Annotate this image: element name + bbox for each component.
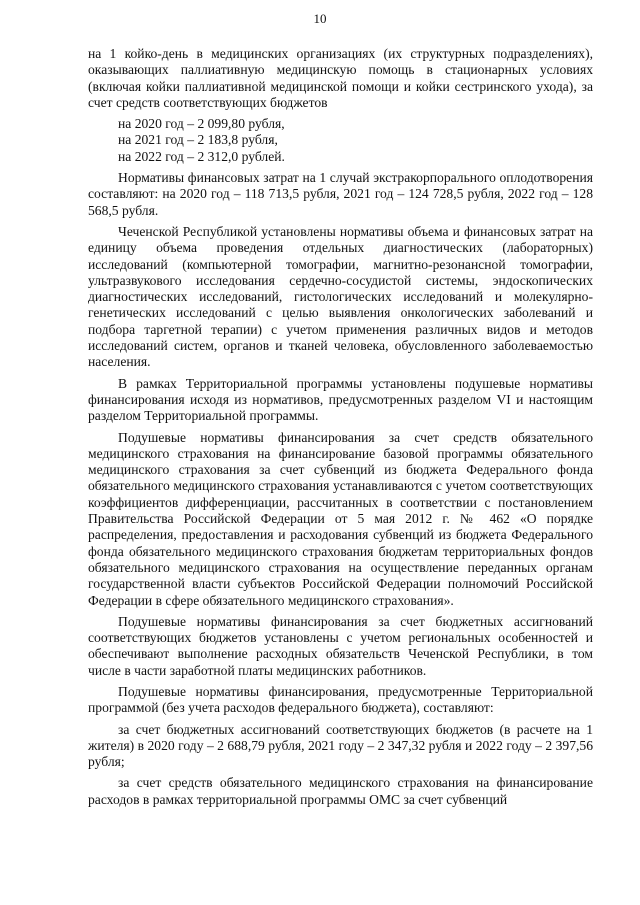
paragraph-budget-allocations: за счет бюджетных ассигнований соответствующих бюджетов (в расчете на 1 жителя) в 2020 году – 2 688,79 рубля, 2021 году – 2 347,32 рубля и 2022 году – 2 397,56 рубля; (88, 721, 593, 770)
paragraph-oms-funds: за счет средств обязательного медицинского страхования на финансирование расходов в рамках территориальной программы ОМС за счет субвенций (88, 775, 593, 807)
rate-2022: на 2022 год – 2 312,0 рублей. (118, 148, 285, 164)
page-number: 10 (313, 11, 327, 26)
paragraph-budget-norms: Подушевые нормативы финансирования за счет бюджетных ассигнований соответствующих бюджетов установлены с учетом региональных особенностей и обеспечивают выполнение расходных обязательств Чеченской Республики, в том числе в части заработной платы медицинских работников. (88, 613, 593, 678)
document-body (88, 46, 593, 813)
rate-2021: на 2021 год – 2 183,8 рубля, (118, 132, 278, 148)
paragraph-norms-intro: Подушевые нормативы финансирования, предусмотренные Территориальной программой (без учета расходов федерального бюджета), составляют: (88, 683, 593, 716)
paragraph-oms-norms: Подушевые нормативы финансирования за счет средств обязательного медицинского страхования на финансирование базовой программы обязательного медицинского страхования за счет субвенций из бюджета Федерального фонда обязательного медицинского страхования устанавливаются с учетом соответствующих коэффициентов дифференциации, рассчитанных в соответствии с постановлением Правительства Российской Федерации от 5 мая 2012 г. № 462 «О порядке распределения, предоставления и расходования субвенций из бюджета Федерального фонда обязательного медицинского страхования бюджетам территориальных фондов обязательного медицинского страхования на осуществление переданных органам государственной власти субъектов Российской Федерации полномочий Российской Федерации в сфере обязательного медицинского страхования». (88, 429, 593, 608)
paragraph-palliative-care: на 1 койко-день в медицинских организациях (их структурных подразделениях), оказывающих паллиативную медицинскую помощь в стационарных условиях (включая койки паллиативной медицинской помощи и койки сестринского ухода), за счет средств соответствующих бюджетов (88, 46, 593, 110)
rate-2020: на 2020 год – 2 099,80 рубля, (118, 116, 285, 132)
paragraph-ivf-costs: Нормативы финансовых затрат на 1 случай экстракорпорального оплодотворения составляют: на 2020 год – 118 713,5 рубля, 2021 год – 124 728,5 рубля, 2022 год – 128 568,5 рубля. (88, 170, 593, 218)
paragraph-per-capita-norms: В рамках Территориальной программы установлены подушевые нормативы финансирования исходя из нормативов, предусмотренных разделом VI и настоящим разделом Территориальной программы. (88, 375, 593, 424)
paragraph-diagnostics: Чеченской Республикой установлены нормативы объема и финансовых затрат на единицу объема проведения отдельных диагностических (лабораторных) исследований (компьютерной томографии, магнитно-резонансной томографии, ультразвукового исследования сердечно-сосудистой системы, эндоскопических диагностических исследований, гистологических исследований и молекулярно-генетических исследований с целью выявления онкологических заболеваний и подбора таргетной терапии) с учетом применения различных видов и методов исследований систем, органов и тканей человека, обусловленного заболеваемостью населения. (88, 223, 593, 370)
